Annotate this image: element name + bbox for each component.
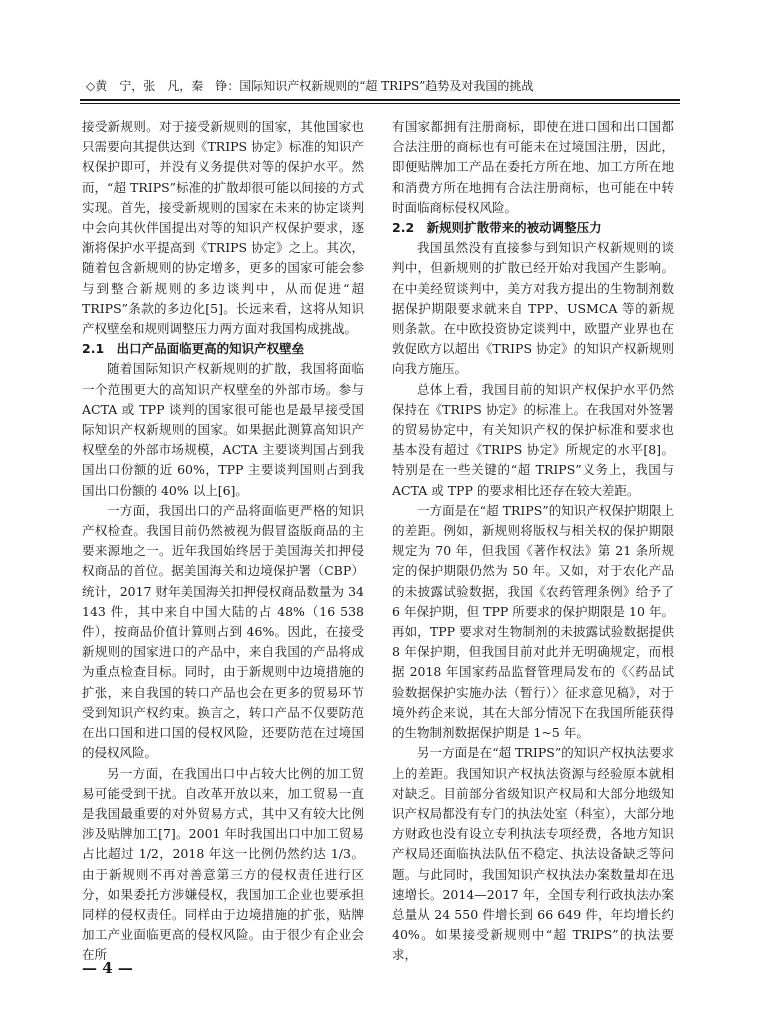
left-column bbox=[82, 117, 364, 966]
paragraph: 总体上看，我国目前的知识产权保护水平仍然保持在《TRIPS 协定》的标准上。在我国对外签署的贸易协定中，有关知识产权的保护标准和要求也基本没有超过《TRIPS 协定》所规定的水平[8]。特别是在一些关键的“超 TRIPS”义务上，我国与 ACTA 或 TPP 的要求相比还存在较大差距。 bbox=[392, 381, 674, 498]
running-header: ◇黄 宁，张 凡，秦 铮：国际知识产权新规则的“超 TRIPS”趋势及对我国的挑战 bbox=[86, 79, 534, 93]
paragraph: 另一方面，在我国出口中占较大比例的加工贸易可能受到干扰。自改革开放以来，加工贸易一直是我国最重要的对外贸易方式，其中又有较大比例涉及贴牌加工[7]。2001 年时我国出口中加工贸易占比超过 1/2，2018 年这一比例仍然约达 1/3。由于新规则不再对善意第三方的侵权责任进行区分，如果委托方涉嫌侵权，我国加工企业也要承担同样的侵权责任。同样由于边境措施的扩张，贴牌加工产业面临更高的侵权风险。由于很少有企业会在所 bbox=[82, 765, 364, 963]
paragraph: 接受新规则。对于接受新规则的国家，其他国家也只需要向其提供达到《TRIPS 协定》标准的知识产权保护即可，并没有义务提供对等的保护水平。然而，“超 TRIPS”标准的扩散却很可能以间接的方式实现。首先，接受新规则的国家在未来的协定谈判中会向其伙伴国提出对等的知识产权保护要求，逐渐将保护水平提高到《TRIPS 协定》之上。其次，随着包含新规则的协定增多，更多的国家可能会参与到整合新规则的多边谈判中，从而促进“超 TRIPS”条款的多边化[5]。长远来看，这将从知识产权壁垒和规则调整压力两方面对我国构成挑战。 bbox=[82, 119, 364, 337]
paragraph: 另一方面是在“超 TRIPS”的知识产权执法要求上的差距。我国知识产权执法资源与经验原本就相对缺乏。目前部分省级知识产权局和大部分地级知识产权局都没有专门的执法处室（科室），大部分地方财政也没有设立专利执法专项经费，各地方知识产权局还面临执法队伍不稳定、执法设备缺乏等问题。与此同时，我国知识产权执法办案数量却在迅速增长。2014—2017 年，全国专利行政执法办案总量从 24 550 件增长到 66 649 件，年均增长约 40%。如果接受新规则中“超 TRIPS”的执法要求， bbox=[392, 745, 674, 963]
paragraph: 一方面，我国出口的产品将面临更严格的知识产权检查。我国目前仍然被视为假冒盗版商品的主要来源地之一。近年我国始终居于美国海关扣押侵权商品的首位。据美国海关和边境保护署（CBP）统计，2017 财年美国海关扣押侵权商品数量为 34 143 件，其中来自中国大陆的占 48%（16 538 件），按商品价值计算则占到 46%。因此，在接受新规则的国家进口的产品中，来自我国的产品将成为重点检查目标。同时，由于新规则中边境措施的扩张，来自我国的转口产品也会在更多的贸易环节受到知识产权约束。换言之，转口产品不仅要防范在出口国和进口国的侵权风险，还要防范在过境国的侵权风险。 bbox=[82, 502, 364, 761]
section-heading-2-2: 2.2 新规则扩散带来的被动调整压力 bbox=[392, 220, 602, 236]
paragraph: 我国虽然没有直接参与到知识产权新规则的谈判中，但新规则的扩散已经开始对我国产生影响。在中美经贸谈判中，美方对我方提出的生物制剂数据保护期限要求就来自 TPP、USMCA 等的新规则条款。在中欧投资协定谈判中，欧盟产业界也在敦促欧方以超出《TRIPS 协定》的知识产权新规则向我方施压。 bbox=[392, 240, 674, 377]
header-rule-thin bbox=[80, 103, 680, 104]
header-rule-thick bbox=[80, 99, 680, 101]
right-column bbox=[392, 117, 674, 966]
paragraph: 有国家都拥有注册商标，即使在进口国和出口国都合法注册的商标也有可能未在过境国注册，因此，即便贴牌加工产品在委托方所在地、加工方所在地和消费方所在地拥有合法注册商标，也可能在中转时面临商标侵权风险。 bbox=[392, 119, 674, 215]
paragraph: 随着国际知识产权新规则的扩散，我国将面临一个范围更大的高知识产权壁垒的外部市场。参与 ACTA 或 TPP 谈判的国家很可能也是最早接受国际知识产权新规则的国家。如果据此测算高知识产权壁垒的外部市场规模，ACTA 主要谈判国占到我国出口份额的近 60%，TPP 主要谈判国则占到我国出口份额的 40% 以上[6]。 bbox=[82, 361, 364, 498]
paragraph: 一方面是在“超 TRIPS”的知识产权保护期限上的差距。例如，新规则将版权与相关权的保护期限规定为 70 年，但我国《著作权法》第 21 条所规定的保护期限仍然为 50 年。又如，对于农化产品的未披露试验数据，我国《农药管理条例》给予了 6 年保护期，但 TPP 所要求的保护期限是 10 年。再如，TPP 要求对生物制剂的未披露试验数据提供 8 年保护期，但我国目前对此并无明确规定，而根据 2018 年国家药品监督管理局发布的《〈药品试验数据保护实施办法（暂行）〉征求意见稿》，对于境外药企来说，其在大部分情况下在我国所能获得的生物制剂数据保护期是 1~5 年。 bbox=[392, 502, 674, 741]
section-heading-2-1: 2.1 出口产品面临更高的知识产权壁垒 bbox=[82, 341, 305, 357]
page-number: — 4 — bbox=[82, 959, 133, 977]
